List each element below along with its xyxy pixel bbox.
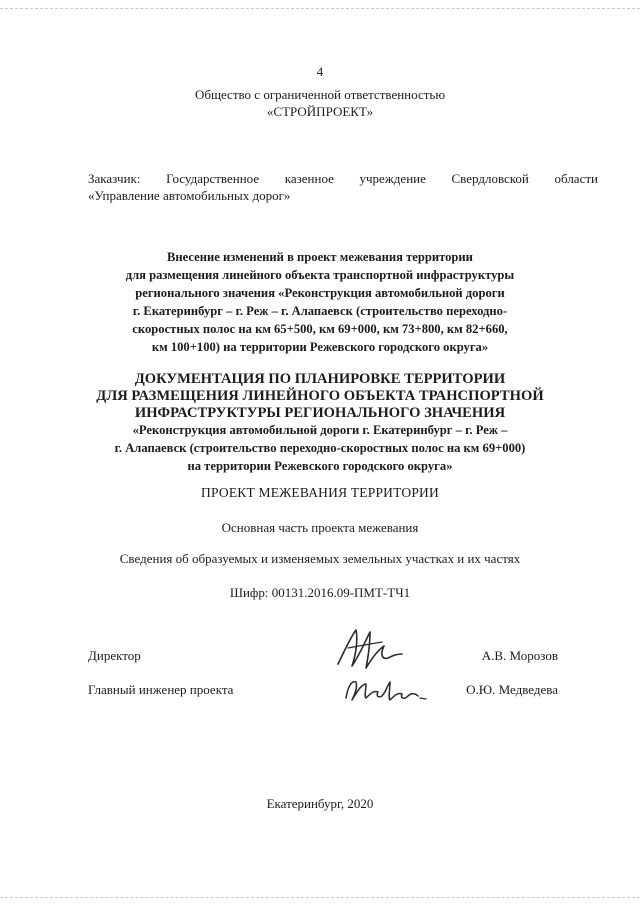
title-line: для размещения линейного объекта транспортной инфраструктуры: [125, 268, 515, 282]
city-year: Екатеринбург, 2020: [266, 796, 374, 811]
title-line: г. Екатеринбург – г. Реж – г. Алапаевск (строительство переходно-: [132, 304, 508, 318]
scan-edge-top: [0, 8, 640, 9]
signatory-name: О.Ю. Медведева: [466, 682, 558, 697]
info-line: Сведения об образуемых и изменяемых земельных участках и их частях: [119, 551, 521, 566]
title-line: скоростных полос на км 65+500, км 69+000, км 73+800, км 82+660,: [132, 322, 508, 336]
signatory-role: Главный инженер проекта: [88, 682, 234, 697]
doc-heading-line: ДОКУМЕНТАЦИЯ ПО ПЛАНИРОВКЕ ТЕРРИТОРИИ: [134, 371, 506, 387]
signatory-name: А.В. Морозов: [481, 648, 558, 663]
customer-line-2: «Управление автомобильных дорог»: [88, 188, 291, 203]
doc-subtitle-line: на территории Режевского городского округа»: [187, 459, 453, 473]
organization-line-1: Общество с ограниченной ответственностью: [194, 87, 446, 102]
doc-heading: [0, 371, 640, 422]
doc-subtitle: [0, 421, 640, 475]
title-line: Внесение изменений в проект межевания территории: [167, 250, 473, 264]
customer-block: [88, 170, 598, 204]
director-signature: [330, 624, 410, 672]
scan-edge-bottom: [0, 897, 640, 898]
title-block: [0, 248, 640, 356]
page-number: 4: [316, 64, 324, 79]
organization-block: [0, 86, 640, 120]
customer-line-1: Заказчик: Государственное казенное учреждение Свердловской области: [88, 171, 598, 186]
chief-engineer-signature: [340, 672, 432, 706]
doc-subtitle-line: г. Алапаевск (строительство переходно-скоростных полос на км 69+000): [114, 441, 526, 455]
doc-heading-line: ДЛЯ РАЗМЕЩЕНИЯ ЛИНЕЙНОГО ОБЪЕКТА ТРАНСПОРТНОЙ: [96, 388, 544, 404]
main-part-label: Основная часть проекта межевания: [221, 520, 419, 535]
project-title: ПРОЕКТ МЕЖЕВАНИЯ ТЕРРИТОРИИ: [201, 485, 439, 500]
doc-heading-line: ИНФРАСТРУКТУРЫ РЕГИОНАЛЬНОГО ЗНАЧЕНИЯ: [134, 405, 506, 421]
title-line: км 100+100) на территории Режевского городского округа»: [151, 340, 489, 354]
title-line: регионального значения «Реконструкция автомобильной дороги: [135, 286, 505, 300]
organization-name: «СТРОЙПРОЕКТ»: [266, 104, 374, 119]
cipher-code: Шифр: 00131.2016.09-ПМТ-ТЧ1: [229, 585, 411, 600]
signatory-role: Директор: [88, 648, 141, 663]
doc-subtitle-line: «Реконструкция автомобильной дороги г. Екатеринбург – г. Реж –: [132, 423, 508, 437]
